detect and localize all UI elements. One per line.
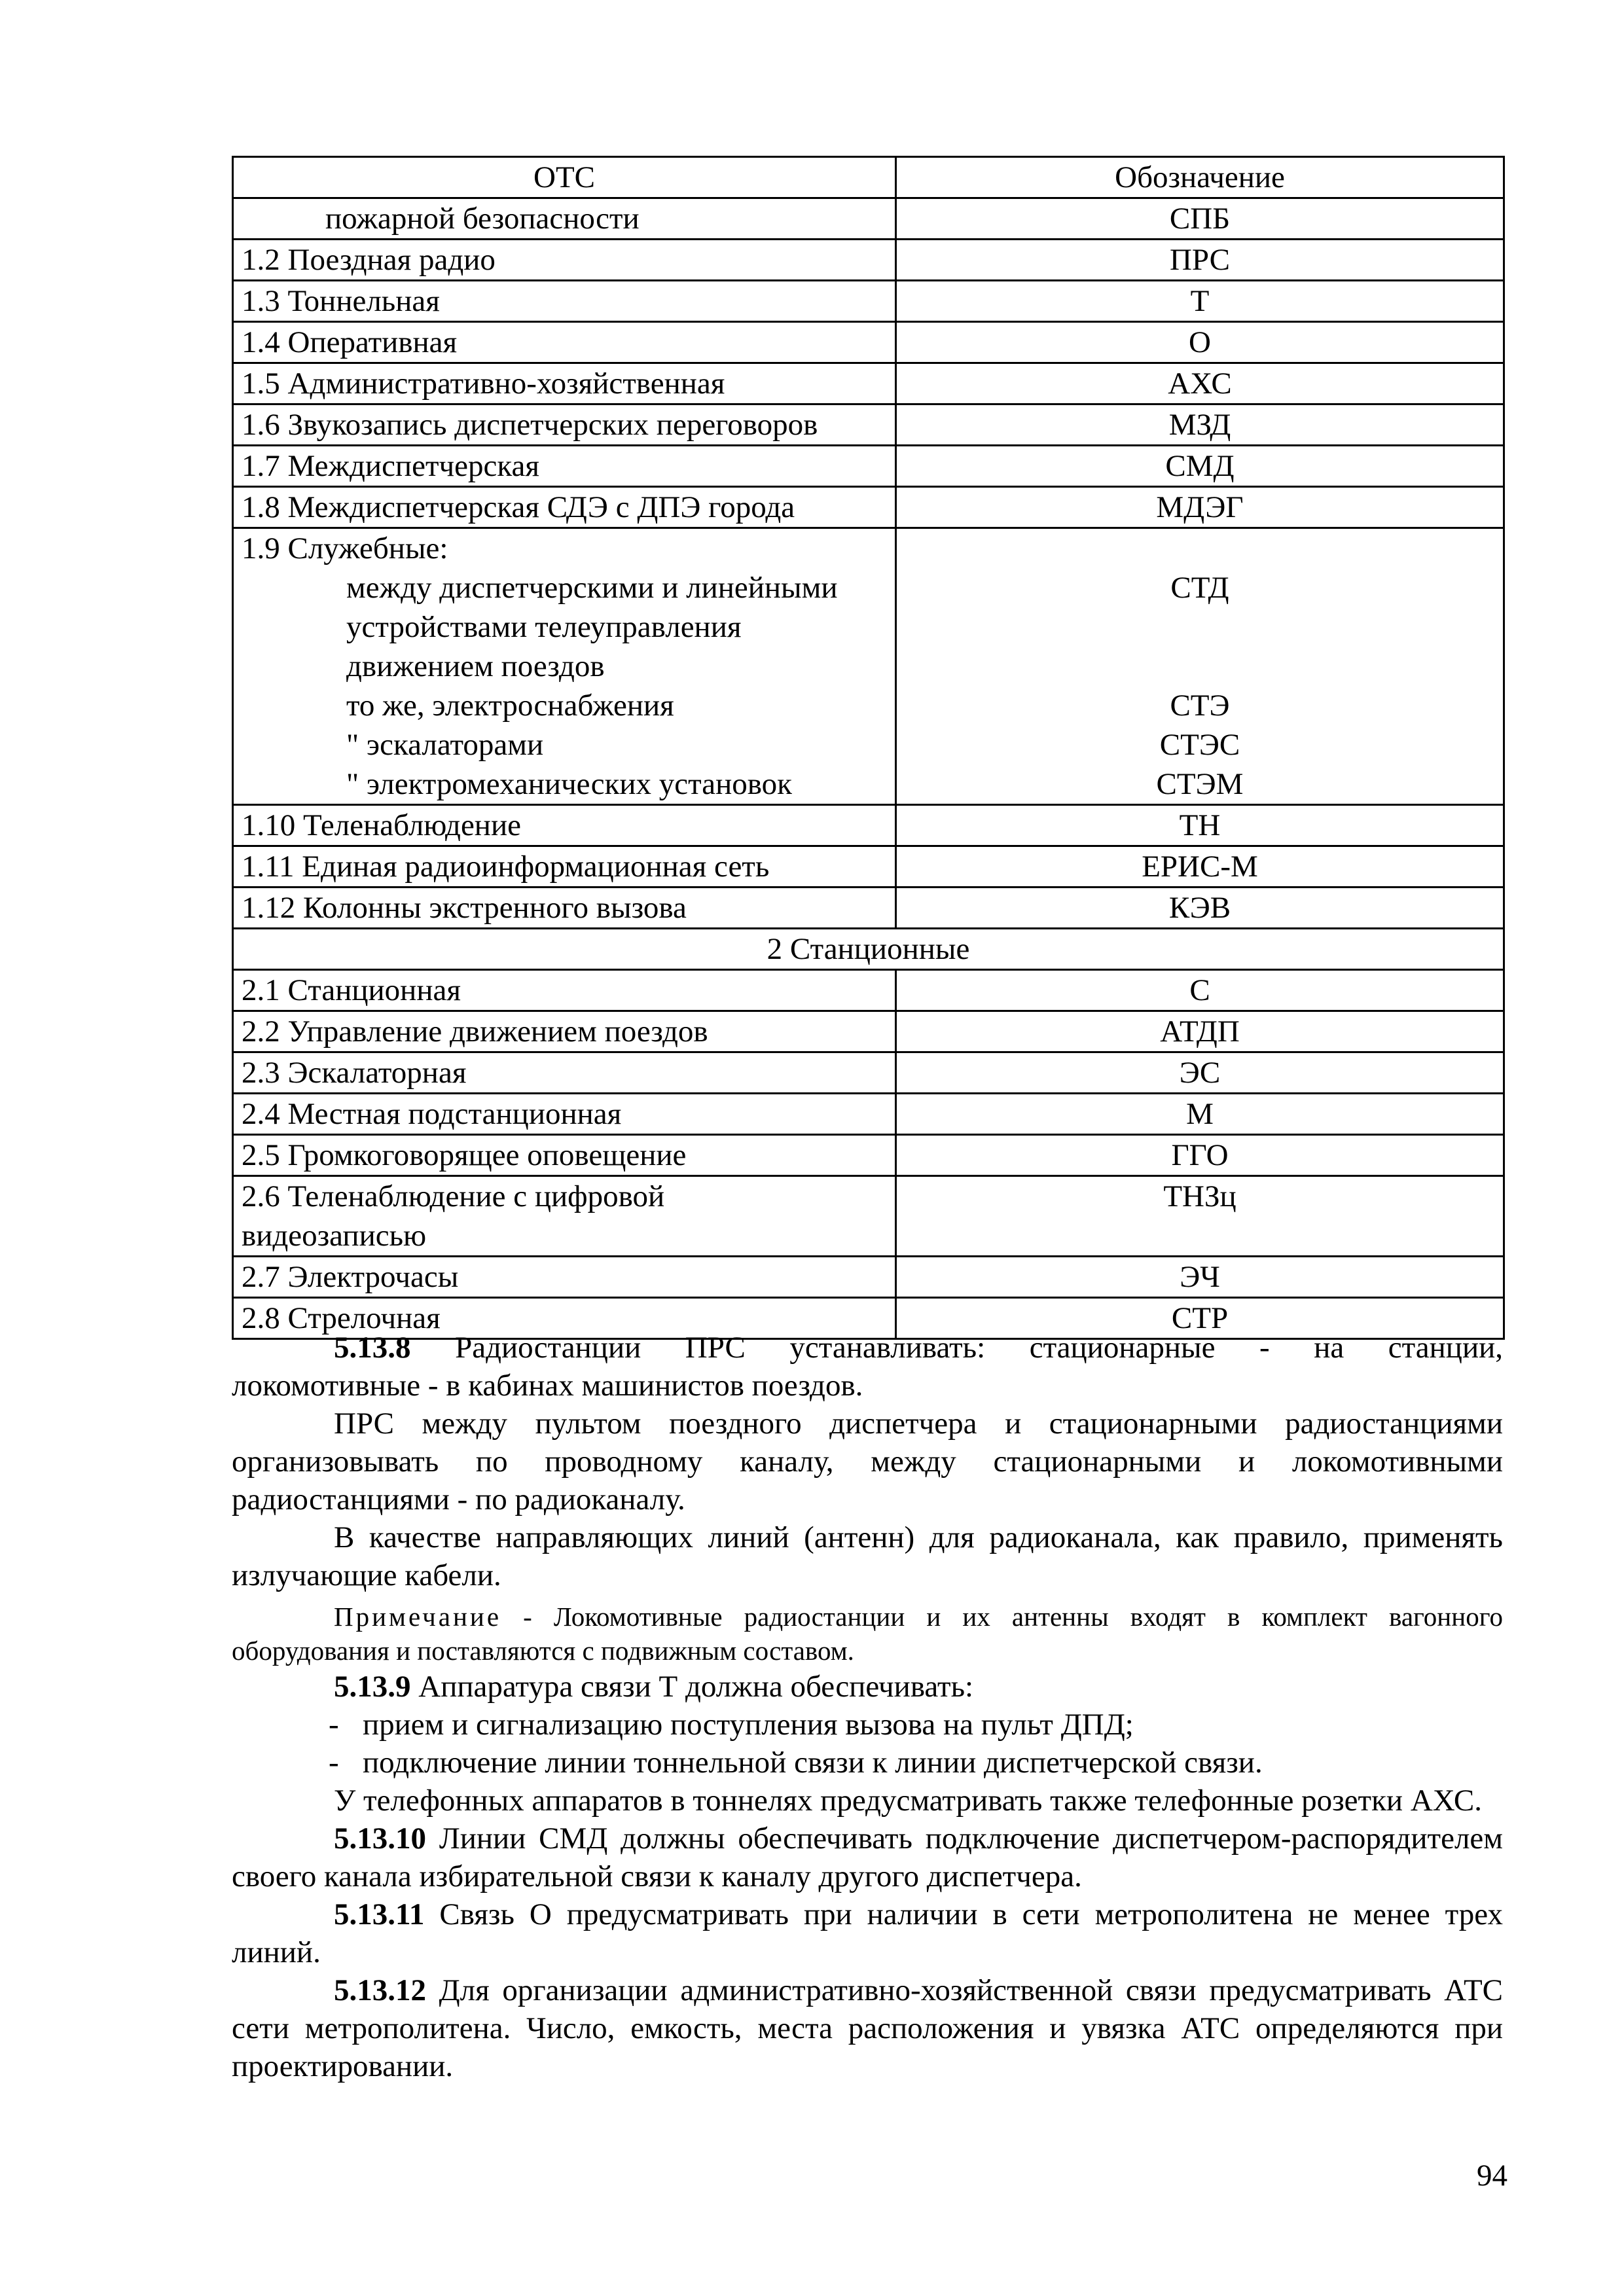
row-name: 1.11 Единая радиоинформационная сеть (233, 846, 896, 888)
service-line: устройствами телеуправления (346, 610, 742, 644)
row-code: АХС (896, 363, 1504, 404)
note (232, 1600, 1503, 1668)
row-code: АТДП (896, 1011, 1504, 1052)
row-name: 1.6 Звукозапись диспетчерских переговоров (233, 404, 896, 446)
table-row (233, 888, 1504, 929)
service-line: " эскалаторами (346, 728, 544, 762)
table-row (233, 970, 1504, 1011)
row-code: МДЭГ (896, 487, 1504, 528)
service-names (233, 528, 896, 805)
row-name: 1.2 Поездная радио (233, 240, 896, 281)
row-name: 2.7 Электрочасы (233, 1257, 896, 1298)
header-designation: Обозначение (896, 157, 1504, 198)
video-code: ТНЗц (896, 1176, 1504, 1257)
otc-table-container (232, 156, 1503, 1340)
row-code: М (896, 1094, 1504, 1135)
paragraph-prs: ПРС между пультом поездного диспетчера и стационарными радиостанциями организовывать по проводному каналу, между стационарными и локомотивными радиостанциями - по радиоканалу. (232, 1407, 1503, 1516)
table-row (233, 322, 1504, 363)
row-code: ЭЧ (896, 1257, 1504, 1298)
service-code: СТД (1170, 571, 1229, 605)
service-code: СТЭС (1159, 728, 1240, 762)
clause-text: Для организации административно-хозяйственной связи предусматривать АТС сети метрополитена. Число, емкость, места расположения и увязка АТС определяются при проектировании. (232, 1973, 1503, 2083)
paragraph-5-13-10 (232, 1820, 1503, 1895)
row-name: 2.3 Эскалаторная (233, 1052, 896, 1094)
row-name: 2.4 Местная подстанционная (233, 1094, 896, 1135)
clause-text: Аппаратура связи Т должна обеспечивать: (410, 1670, 974, 1704)
table-row (233, 805, 1504, 846)
clause-number: 5.13.12 (334, 1973, 426, 2007)
clause-text: Связь О предусматривать при наличии в сети метрополитена не менее трех линий. (232, 1897, 1503, 1969)
clause-number: 5.13.9 (334, 1670, 411, 1704)
row-code: О (896, 322, 1504, 363)
row-name: 1.7 Междиспетчерская (233, 446, 896, 487)
table-row (233, 363, 1504, 404)
row-name: 1.8 Междиспетчерская СДЭ с ДПЭ города (233, 487, 896, 528)
row-name: 1.4 Оперативная (233, 322, 896, 363)
table-row (233, 404, 1504, 446)
service-code: СТЭМ (1156, 767, 1244, 801)
row-name: 2.1 Станционная (233, 970, 896, 1011)
row-name: 1.5 Административно-хозяйственная (233, 363, 896, 404)
row-name: 2.2 Управление движением поездов (233, 1011, 896, 1052)
list-item: - прием и сигнализацию поступления вызова на пульт ДПД; (329, 1708, 1134, 1742)
table-row-service (233, 528, 1504, 805)
row-code: С (896, 970, 1504, 1011)
table-row (233, 846, 1504, 888)
service-line: между диспетчерскими и линейными (346, 571, 838, 605)
table-row-video (233, 1176, 1504, 1257)
paragraph-5-13-8-line2: локомотивные - в кабинах машинистов поездов. (232, 1369, 863, 1403)
table-row (233, 1094, 1504, 1135)
list-item-text: прием и сигнализацию поступления вызова на пульт ДПД; (363, 1708, 1134, 1742)
service-code: СТЭ (1170, 689, 1230, 723)
paragraph-antennas: В качестве направляющих линий (антенн) для радиоканала, как правило, применять излучающие кабели. (232, 1520, 1503, 1592)
paragraph-sockets: У телефонных аппаратов в тоннелях предусматривать также телефонные розетки АХС. (334, 1784, 1483, 1818)
list-item: - подключение линии тоннельной связи к линии диспетчерской связи. (329, 1746, 1263, 1780)
clause-text: Радиостанции ПРС устанавливать: стационарные - на станции, (455, 1331, 1503, 1365)
row-code: ЭС (896, 1052, 1504, 1094)
table-row (233, 1135, 1504, 1176)
row-code: ГГО (896, 1135, 1504, 1176)
row-code: КЭВ (896, 888, 1504, 929)
body-text (232, 1329, 1503, 2085)
clause-number: 5.13.10 (334, 1821, 426, 1856)
section-title: 2 Станционные (233, 929, 1504, 970)
paragraph-5-13-9 (232, 1668, 1503, 1706)
table-row (233, 1257, 1504, 1298)
row-name: 1.12 Колонны экстренного вызова (233, 888, 896, 929)
row-code: Т (896, 281, 1504, 322)
clause-number: 5.13.11 (334, 1897, 425, 1931)
row-name: 2.5 Громкоговорящее оповещение (233, 1135, 896, 1176)
page-number: 94 (1477, 2159, 1507, 2193)
service-title: 1.9 Служебные: (242, 531, 448, 565)
clause-text: Линии СМД должны обеспечивать подключение диспетчером-распорядителем своего канала избирательной связи к каналу другого диспетчера. (232, 1821, 1503, 1893)
row-name: пожарной безопасности (233, 198, 896, 240)
paragraph-5-13-12 (232, 1971, 1503, 2085)
paragraph-5-13-8-line1 (232, 1329, 1503, 1367)
table-row (233, 1011, 1504, 1052)
table-section-row (233, 929, 1504, 970)
table-row (233, 446, 1504, 487)
row-code: ТН (896, 805, 1504, 846)
video-line: 2.6 Теленаблюдение с цифровой (242, 1179, 665, 1213)
table-row (233, 487, 1504, 528)
service-codes (896, 528, 1504, 805)
table-row (233, 240, 1504, 281)
row-name: 2.8 Стрелочная (233, 1298, 896, 1339)
paragraph-5-13-11 (232, 1895, 1503, 1971)
video-names (233, 1176, 896, 1257)
row-code: МЗД (896, 404, 1504, 446)
table-header-row (233, 157, 1504, 198)
row-code: СТР (896, 1298, 1504, 1339)
service-line: " электромеханических установок (346, 767, 792, 801)
otc-designation-table (232, 156, 1505, 1340)
service-line: движением поездов (346, 649, 605, 683)
table-row (233, 281, 1504, 322)
note-text: - Локомотивные радиостанции и их антенны входят в комплект вагонного оборудования и поставляются с подвижным составом. (232, 1602, 1503, 1666)
table-row (233, 198, 1504, 240)
row-name: 1.3 Тоннельная (233, 281, 896, 322)
clause-number: 5.13.8 (334, 1331, 411, 1365)
table-row (233, 1052, 1504, 1094)
row-code: СПБ (896, 198, 1504, 240)
header-otc: ОТС (233, 157, 896, 198)
list-item-text: подключение линии тоннельной связи к линии диспетчерской связи. (363, 1746, 1263, 1780)
row-code: ПРС (896, 240, 1504, 281)
row-name: 1.10 Теленаблюдение (233, 805, 896, 846)
row-code: ЕРИС-М (896, 846, 1504, 888)
video-line: видеозаписью (242, 1219, 427, 1253)
service-line: то же, электроснабжения (346, 689, 674, 723)
note-label: Примечание (334, 1602, 502, 1632)
row-code: СМД (896, 446, 1504, 487)
